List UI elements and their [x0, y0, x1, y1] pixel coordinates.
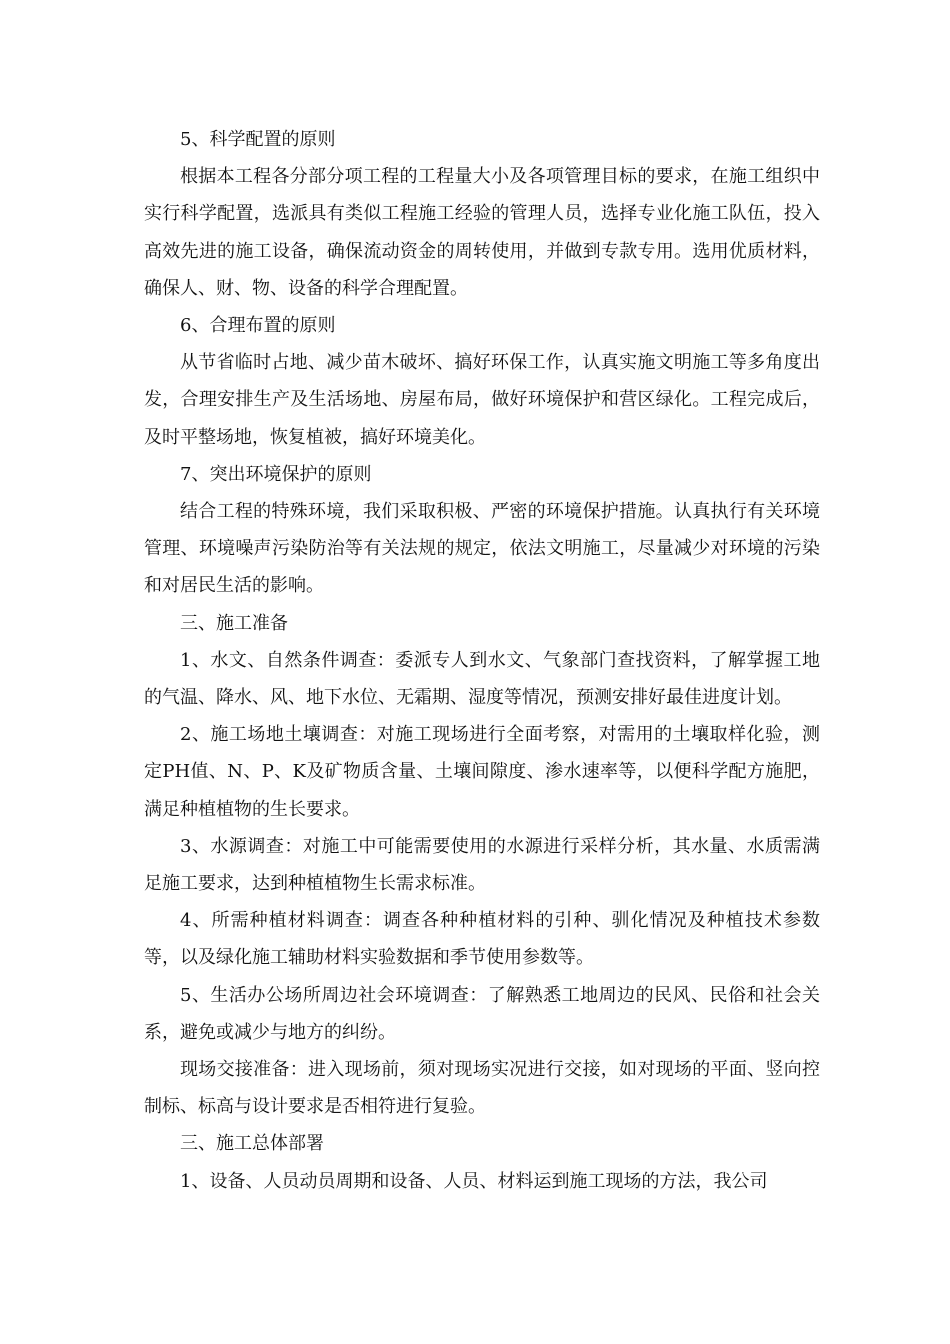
paragraph-site-handover: 现场交接准备：进入现场前，须对现场实况进行交接，如对现场的平面、竖向控制标、标高与设计要求是否相符进行复验。	[144, 1059, 820, 1118]
paragraph-mobilization: 1、设备、人员动员周期和设备、人员、材料运到施工现场的方法，我公司	[180, 1170, 768, 1192]
paragraph-water-source-survey: 3、水源调查：对施工中可能需要使用的水源进行采样分析，其水量、水质需满足施工要求，达到种植植物生长需求标准。	[144, 835, 820, 895]
heading-reasonable-layout: 6、合理布置的原则	[180, 315, 336, 337]
document-page	[144, 121, 820, 1200]
paragraph-environmental-protection: 结合工程的特殊环境，我们采取积极、严密的环境保护措施。认真执行有关环境管理、环境噪声污染防治等有关法规的规定，依法文明施工，尽量减少对环境的污染和对居民生活的影响。	[144, 501, 820, 597]
heading-environmental-protection: 7、突出环境保护的原则	[180, 463, 372, 485]
paragraph-social-environment-survey: 5、生活办公场所周边社会环境调查：了解熟悉工地周边的民风、民俗和社会关系，避免或减少与地方的纠纷。	[144, 984, 820, 1043]
heading-construction-preparation: 三、施工准备	[180, 612, 288, 634]
heading-overall-deployment: 三、施工总体部署	[180, 1133, 324, 1155]
paragraph-hydrology-survey: 1、水文、自然条件调查：委派专人到水文、气象部门查找资料，了解掌握工地的气温、降水、风、地下水位、无霜期、湿度等情况，预测安排好最佳进度计划。	[144, 649, 820, 709]
paragraph-soil-survey: 2、施工场地土壤调查：对施工现场进行全面考察，对需用的土壤取样化验，测定PH值、N、P、K及矿物质含量、土壤间隙度、渗水速率等，以便科学配方施肥，满足种植植物的生长要求。	[144, 724, 820, 820]
paragraph-scientific-allocation: 根据本工程各分部分项工程的工程量大小及各项管理目标的要求，在施工组织中实行科学配置，选派具有类似工程施工经验的管理人员，选择专业化施工队伍，投入高效先进的施工设备，确保流动资金的周转使用，并做到专款专用。选用优质材料，确保人、财、物、设备的科学合理配置。	[144, 166, 820, 299]
paragraph-reasonable-layout: 从节省临时占地、减少苗木破坏、搞好环保工作，认真实施文明施工等多角度出发，合理安排生产及生活场地、房屋布局，做好环境保护和营区绿化。工程完成后，及时平整场地，恢复植被，搞好环境美化。	[144, 352, 820, 448]
heading-scientific-allocation: 5、科学配置的原则	[180, 129, 336, 150]
paragraph-planting-material-survey: 4、所需种植材料调查：调查各种种植材料的引种、驯化情况及种植技术参数等，以及绿化施工辅助材料实验数据和季节使用参数等。	[144, 910, 820, 969]
